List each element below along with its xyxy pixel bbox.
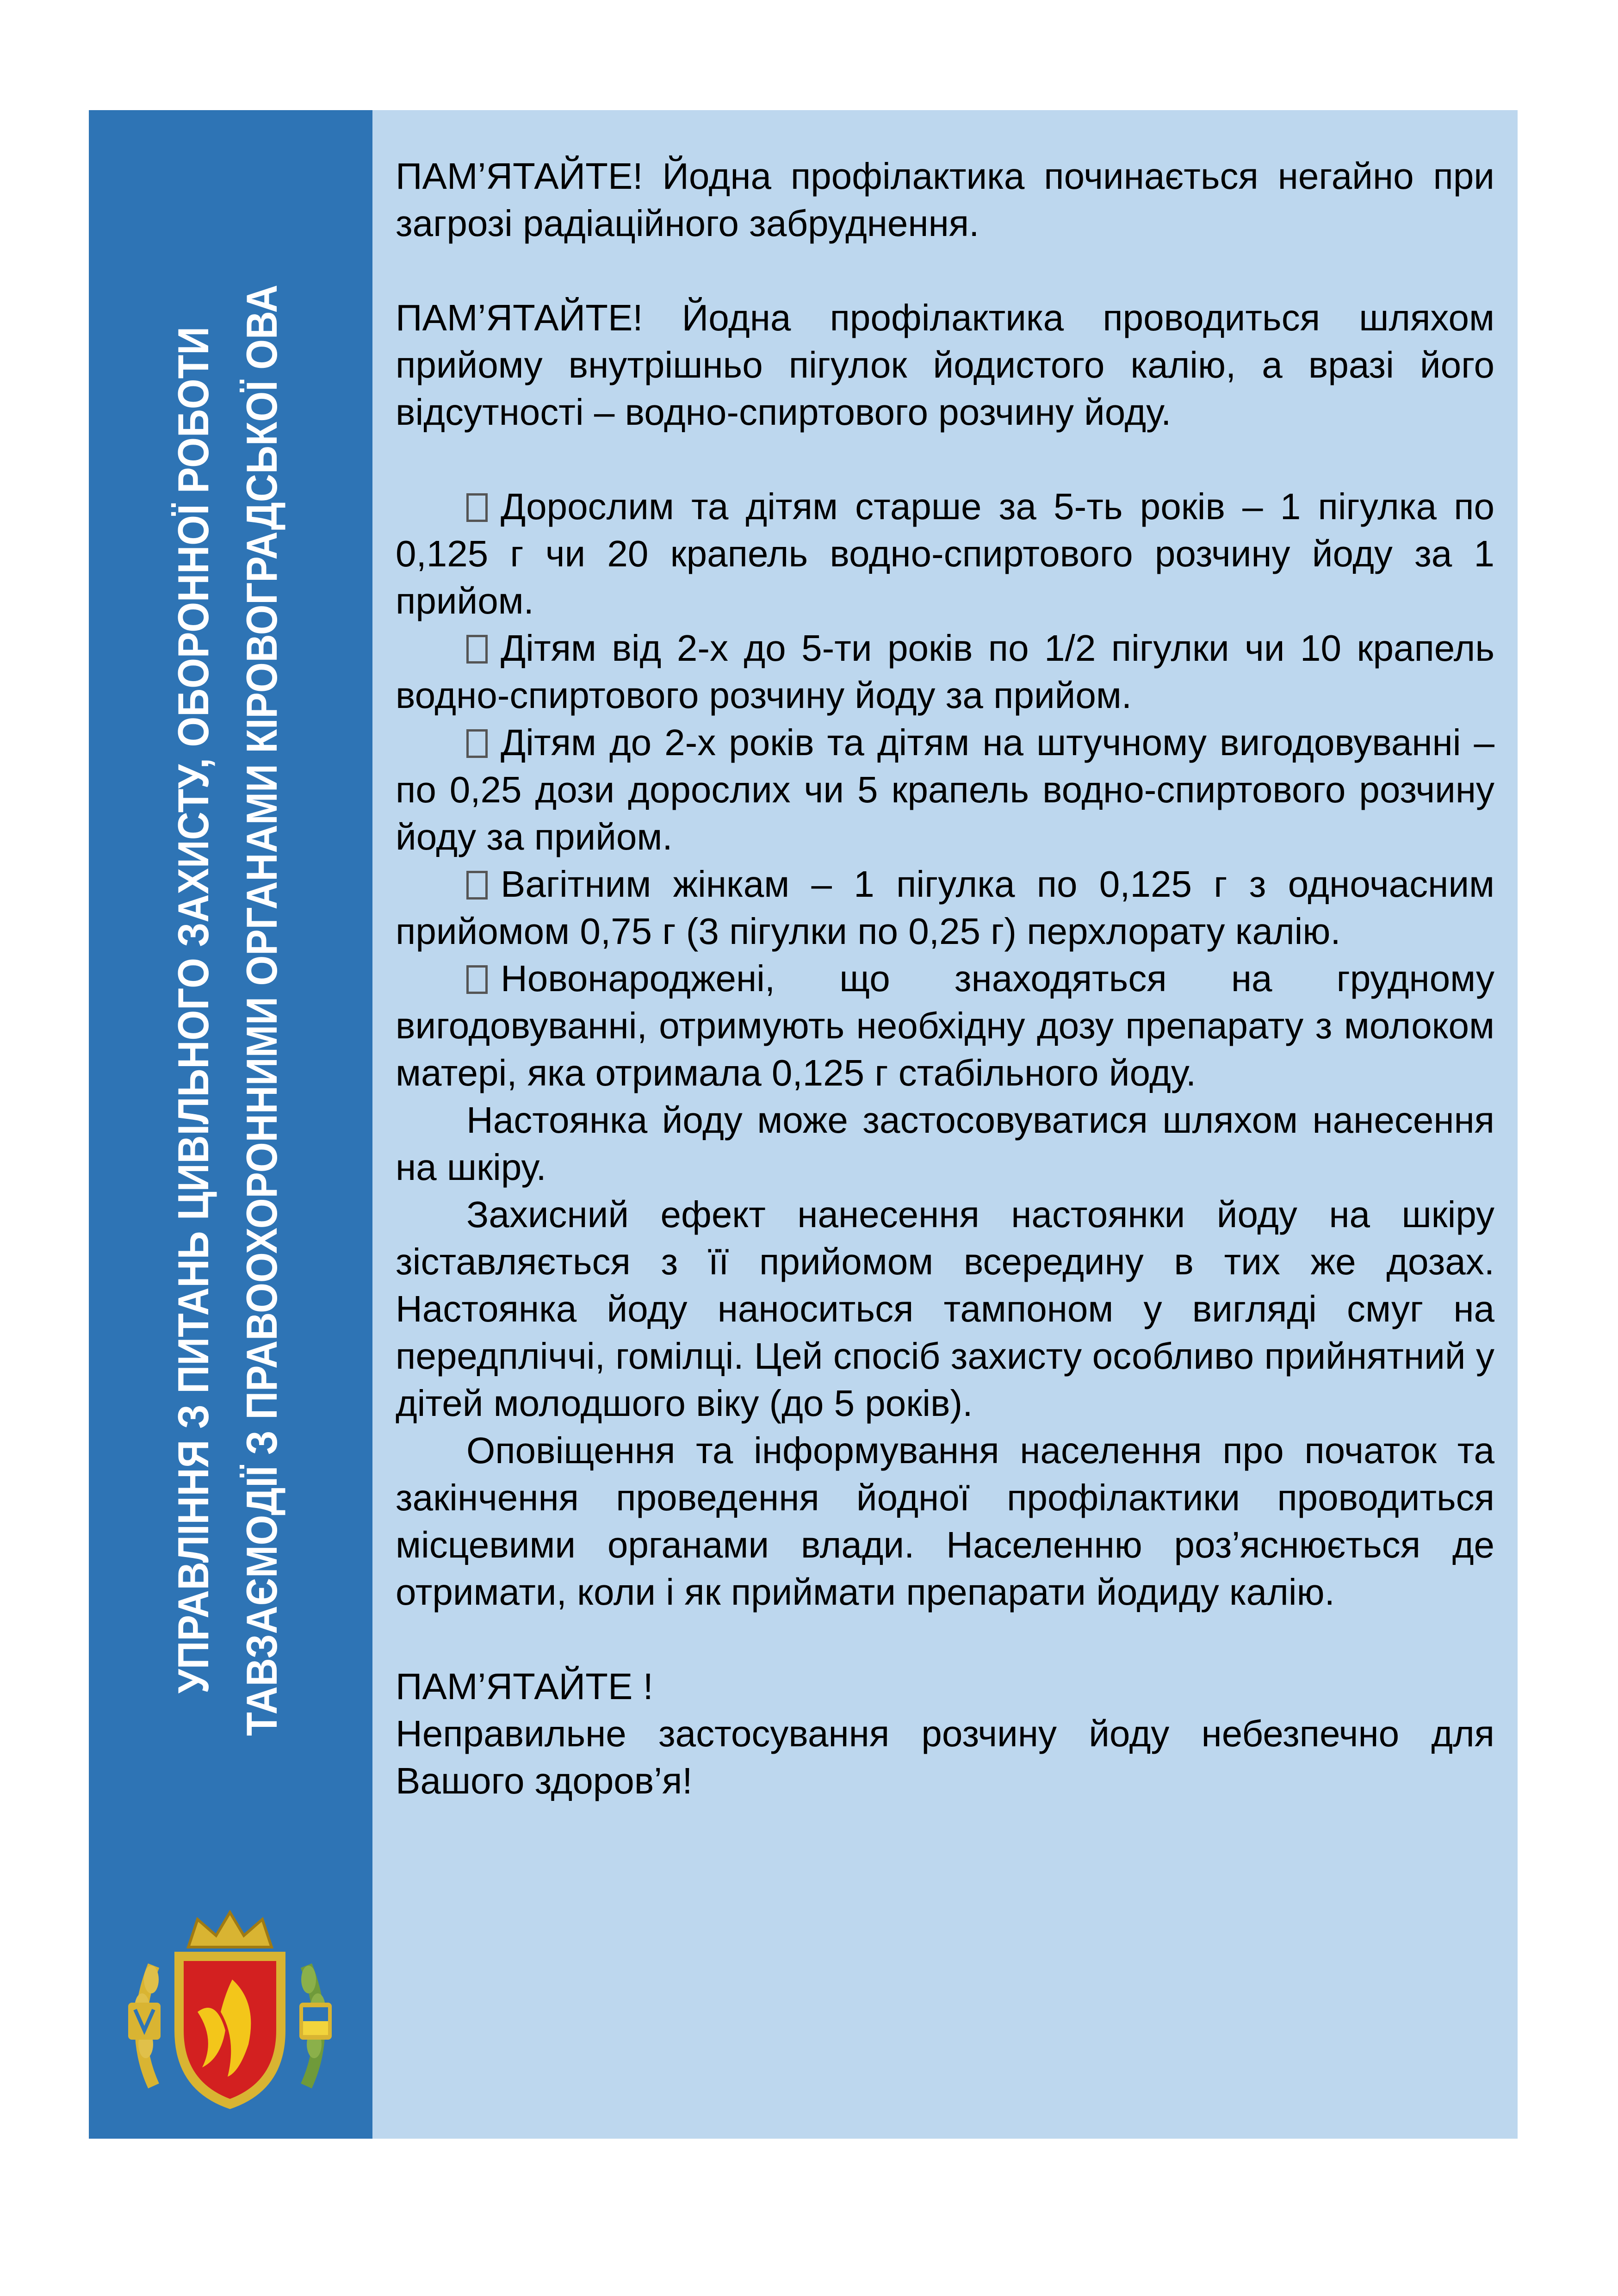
dosage-item-text: Новонароджені, що знаходяться на грудному вигодовуванні, отримують необхідну дозу препарату з молоком матері, яка отримала 0,125 г стабільного йоду. bbox=[396, 958, 1494, 1093]
content-panel bbox=[372, 110, 1518, 2139]
checkbox-icon bbox=[466, 871, 488, 900]
reminder-paragraph-2: ПАМ’ЯТАЙТЕ! Йодна профілактика проводиться шляхом прийому внутрішньо пігулок йодистого калію, а вразі його відсутності – водно-спиртового розчину йоду. bbox=[396, 297, 1494, 433]
checkbox-icon bbox=[466, 965, 488, 994]
dosage-item bbox=[396, 955, 1494, 1097]
checkbox-icon bbox=[466, 729, 488, 758]
warning-title: ПАМ’ЯТАЙТЕ ! bbox=[396, 1666, 653, 1707]
vertical-title bbox=[117, 156, 339, 1864]
dosage-item-text: Дітям до 2-х років та дітям на штучному вигодовуванні – по 0,25 дози дорослих чи 5 крапель водно-спиртового розчину йоду за прийом. bbox=[396, 722, 1494, 857]
coat-of-arms-icon bbox=[110, 1892, 350, 2132]
dosage-item bbox=[396, 483, 1494, 625]
reminder-paragraph-1: ПАМ’ЯТАЙТЕ! Йодна профілактика починається негайно при загрозі радіаційного забруднення. bbox=[396, 155, 1494, 244]
body-text bbox=[396, 153, 1494, 1805]
dosage-item-text: Дорослим та дітям старше за 5-ть років – 1 пігулка по 0,125 г чи 20 крапель водно-спиртового розчину йоду за 1 прийом. bbox=[396, 486, 1494, 621]
dosage-item bbox=[396, 625, 1494, 719]
dosage-item-text: Вагітним жінкам – 1 пігулка по 0,125 г з одночасним прийомом 0,75 г (3 пігулки по 0,25 г) перхлорату калію. bbox=[396, 863, 1494, 952]
dosage-item bbox=[396, 861, 1494, 955]
protective-effect-paragraph: Захисний ефект нанесення настоянки йоду на шкіру зіставляється з її прийомом всередину в тих же дозах. Настоянка йоду наноситься тампоном у вигляді смуг на передпліччі, гомілці. Цей спосіб захисту особливо прийнятний у дітей молодшого віку (до 5 років). bbox=[396, 1194, 1494, 1424]
notification-paragraph: Оповіщення та інформування населення про початок та закінчення проведення йодної профілактики проводиться місцевими органами влади. Населенню роз’яснюється де отримати, коли і як приймати препарати йодиду калію. bbox=[396, 1430, 1494, 1613]
dosage-item-text: Дітям від 2-х до 5-ти років по 1/2 пігулки чи 10 крапель водно-спиртового розчину йоду за прийом. bbox=[396, 627, 1494, 716]
checkbox-icon bbox=[466, 635, 488, 664]
title-line-2: ТАВЗАЄМОДІЇ З ПРАВООХОРОННИМИ ОРГАНАМИ КІРОВОГРАДСЬКОЇ ОВА bbox=[237, 284, 286, 1736]
skin-application-paragraph: Настоянка йоду може застосовуватися шляхом нанесення на шкіру. bbox=[396, 1099, 1494, 1188]
sidebar-panel bbox=[89, 110, 372, 2139]
checkbox-icon bbox=[466, 493, 488, 522]
warning-text: Неправильне застосування розчину йоду небезпечно для Вашого здоров’я! bbox=[396, 1713, 1494, 1801]
title-line-1: УПРАВЛІННЯ З ПИТАНЬ ЦИВІЛЬНОГО ЗАХИСТУ, ОБОРОННОЇ РОБОТИ bbox=[169, 327, 217, 1694]
dosage-item bbox=[396, 719, 1494, 861]
